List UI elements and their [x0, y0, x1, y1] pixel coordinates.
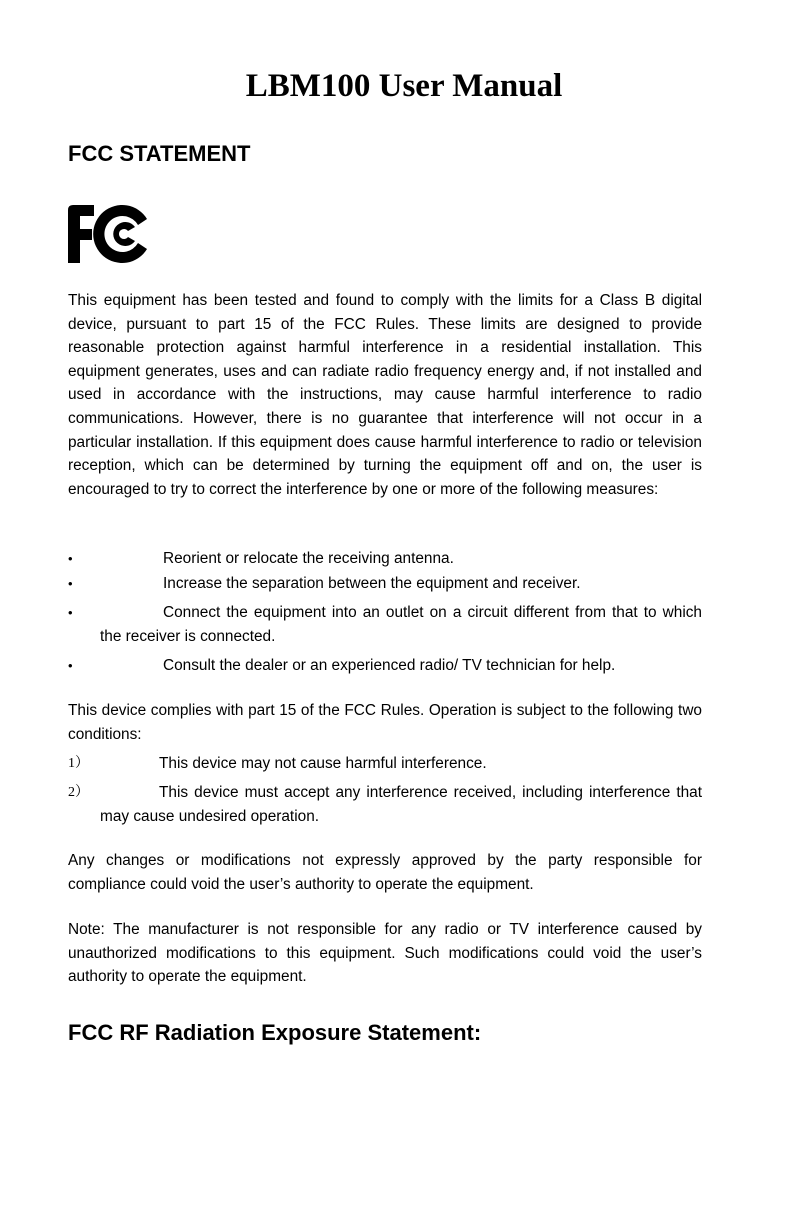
- list-item: [68, 752, 702, 776]
- fcc-logo-icon: [68, 205, 150, 263]
- measure-text: Reorient or relocate the receiving antenna.: [163, 550, 454, 567]
- bullet-icon: •: [68, 551, 73, 566]
- list-item: [68, 601, 702, 648]
- rf-exposure-heading: FCC RF Radiation Exposure Statement:: [68, 1020, 482, 1045]
- measure-text: Increase the separation between the equipment and receiver.: [163, 575, 581, 592]
- measure-text: Connect the equipment into an outlet on a circuit different from that to which the receiver is connected.: [100, 604, 702, 645]
- list-item: [68, 654, 702, 678]
- compliance-paragraph: This device complies with part 15 of the FCC Rules. Operation is subject to the following two conditions:: [68, 702, 702, 743]
- list-number: 2）: [68, 785, 89, 800]
- list-item: [68, 781, 702, 828]
- document-title: LBM100 User Manual: [245, 68, 563, 104]
- bullet-icon: •: [68, 576, 73, 591]
- note-paragraph: Note: The manufacturer is not responsible for any radio or TV interference caused by unauthorized modifications to this equipment. Such modifications could void the user’s authority to operate the equipment.: [68, 921, 702, 986]
- fcc-statement-heading: FCC STATEMENT: [68, 141, 251, 166]
- list-item: [68, 547, 702, 571]
- list-number: 1）: [68, 756, 89, 771]
- changes-paragraph: Any changes or modifications not expressly approved by the party responsible for compliance could void the user’s authority to operate the equipment.: [68, 852, 702, 893]
- list-item: [68, 572, 702, 596]
- measure-text: Consult the dealer or an experienced radio/ TV technician for help.: [163, 657, 616, 674]
- condition-text: This device may not cause harmful interference.: [159, 755, 487, 772]
- bullet-icon: •: [68, 658, 73, 673]
- fcc-intro-paragraph: This equipment has been tested and found to comply with the limits for a Class B digital device, pursuant to part 15 of the FCC Rules. These limits are designed to provide reasonable protection against harmful interference in a residential installation. This equipment generates, uses and can radiate radio frequency energy and, if not installed and used in accordance with the instructions, may cause harmful interference to radio communications. However, there is no guarantee that interference will not occur in a particular installation. If this equipment does cause harmful interference to radio or television reception, which can be determined by turning the equipment off and on, the user is encouraged to try to correct the interference by one or more of the following measures:: [68, 292, 702, 498]
- bullet-icon: •: [68, 605, 73, 620]
- condition-text: This device must accept any interference received, including interference that may cause undesired operation.: [100, 784, 702, 825]
